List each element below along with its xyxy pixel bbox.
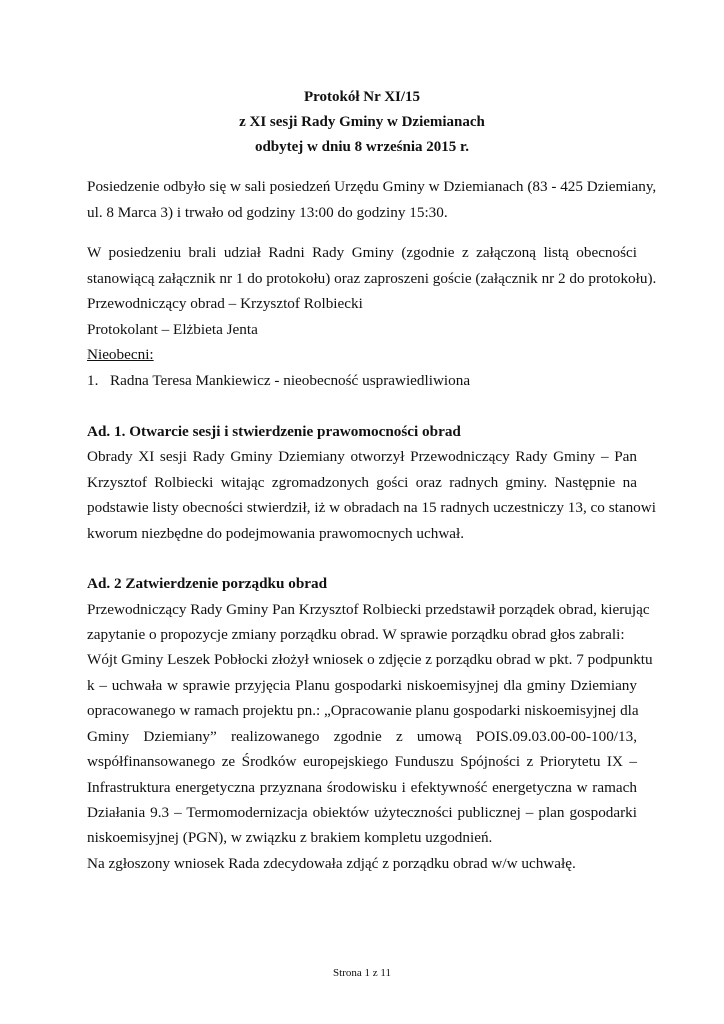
attendance-line-2: stanowiącą załącznik nr 1 do protokołu) oraz zaproszeni goście (załącznik nr 2 do protokołu). (87, 270, 657, 287)
section1-line-1: Obrady XI sesji Rady Gminy Dziemiany otworzył Przewodniczący Rady Gminy – Pan (87, 448, 637, 465)
section2-line-b4: Gminy Dziemiany” realizowanego zgodnie z umową POIS.09.03.00-00-100/13, (87, 728, 637, 745)
intro-line-2: ul. 8 Marca 3) i trwało od godziny 13:00 do godziny 15:30. (87, 204, 448, 221)
section1-line-3: podstawie listy obecności stwierdził, iż w obradach na 15 radnych uczestniczy 13, co stanowi (87, 499, 656, 516)
section2-line-b3: opracowanego w ramach projektu pn.: „Opracowanie planu gospodarki niskoemisyjnej dla (87, 702, 639, 719)
intro-line-1: Posiedzenie odbyło się w sali posiedzeń Urzędu Gminy w Dziemianach (83 - 425 Dziemiany, (87, 178, 657, 195)
section2-line-b1: Wójt Gminy Leszek Pobłocki złożył wniosek o zdjęcie z porządku obrad w pkt. 7 podpunktu (87, 651, 653, 668)
section2-line-b5: współfinansowanego ze Środków europejskiego Funduszu Spójności z Priorytetu IX – (87, 753, 637, 770)
session-title: z XI sesji Rady Gminy w Dziemianach (239, 114, 485, 130)
section2-closing: Na zgłoszony wniosek Rada zdecydowała zdjąć z porządku obrad w/w uchwałę. (87, 855, 576, 872)
section2-line-b2: k – uchwała w sprawie przyjęcia Planu gospodarki niskoemisyjnej dla gminy Dziemiany (87, 677, 637, 694)
chair-line: Przewodniczący obrad – Krzysztof Rolbiecki (87, 295, 363, 312)
absent-item-text: Radna Teresa Mankiewicz - nieobecność usprawiedliwiona (110, 372, 471, 389)
section1-line-4: kworum niezbędne do podejmowania prawomocnych uchwał. (87, 525, 465, 542)
recorder-line: Protokolant – Elżbieta Jenta (87, 321, 258, 338)
absent-item-number: 1. (87, 372, 99, 389)
section2-line-b7: Działania 9.3 – Termomodernizacja obiektów użyteczności publicznej – plan gospodarki (87, 804, 637, 821)
section2-line-b8: niskoemisyjnej (PGN), w związku z brakiem kompletu uzgodnień. (87, 829, 493, 846)
section1-heading: Ad. 1. Otwarcie sesji i stwierdzenie prawomocności obrad (87, 423, 461, 440)
section2-line-a1: Przewodniczący Rady Gminy Pan Krzysztof Rolbiecki przedstawił porządek obrad, kierując (87, 601, 650, 618)
page-number-footer: Strona 1 z 11 (333, 967, 391, 979)
absent-label: Nieobecni: (87, 346, 154, 363)
section1-line-2: Krzysztof Rolbiecki witając zgromadzonych gości oraz radnych gminy. Następnie na (87, 474, 637, 491)
section2-heading: Ad. 2 Zatwierdzenie porządku obrad (87, 575, 328, 592)
session-date: odbytej w dniu 8 września 2015 r. (254, 139, 470, 155)
section2-line-a2: zapytanie o propozycje zmiany porządku obrad. W sprawie porządku obrad głos zabrali: (87, 626, 625, 643)
section2-line-b6: Infrastruktura energetyczna przyznana środowisku i efektywność energetyczna w ramach (87, 779, 637, 796)
attendance-line-1: W posiedzeniu brali udział Radni Rady Gminy (zgodnie z załączoną listą obecności (87, 244, 637, 261)
protocol-title: Protokół Nr XI/15 (303, 89, 421, 105)
